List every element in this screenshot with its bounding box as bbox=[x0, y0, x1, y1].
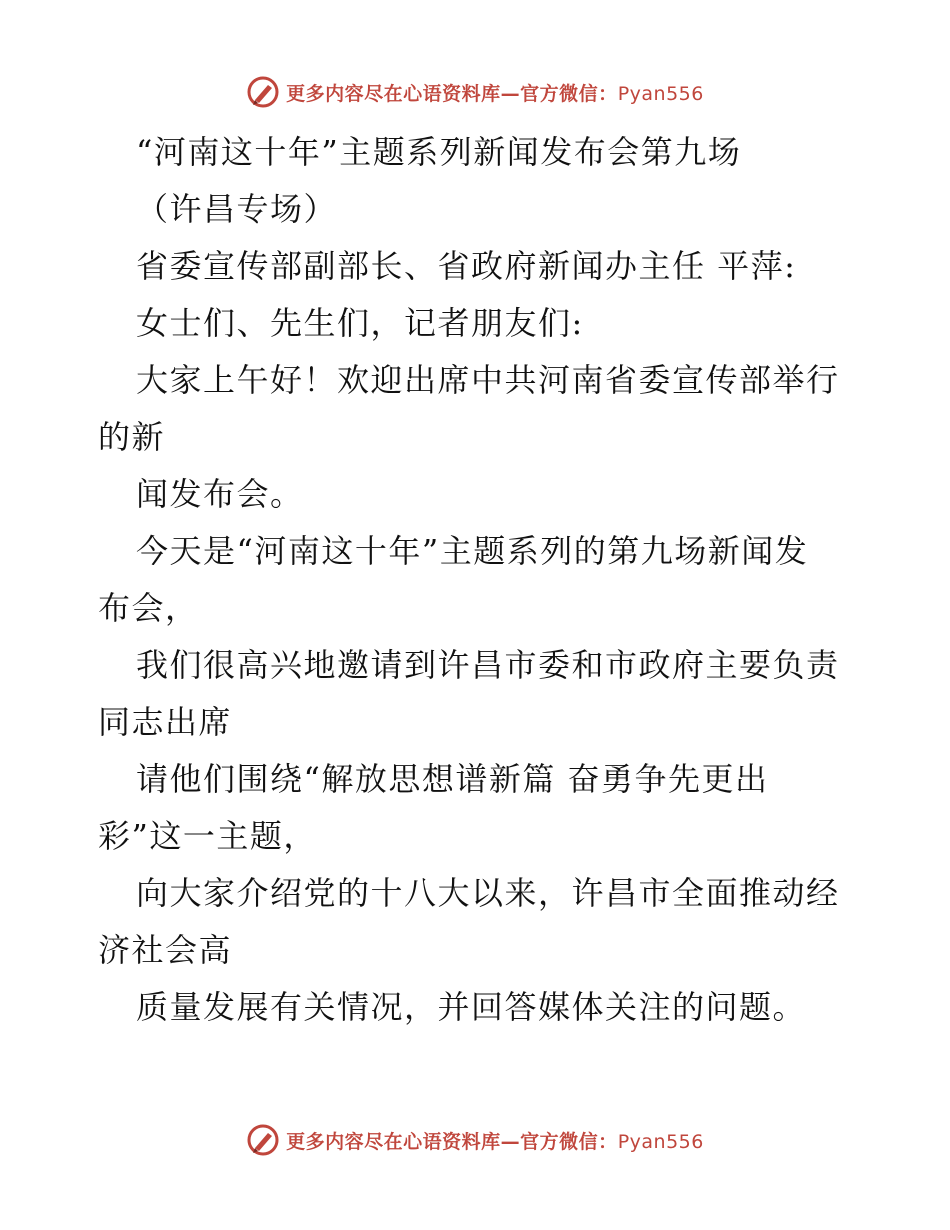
paragraph-line: 同志出席 bbox=[98, 703, 233, 741]
document-body bbox=[98, 124, 858, 1036]
paragraph-line: 大家上午好！欢迎出席中共河南省委宣传部举行 bbox=[136, 361, 840, 399]
paragraph-line: 我们很高兴地邀请到许昌市委和市政府主要负责 bbox=[136, 646, 840, 684]
banner-wechat-label: 官方微信： bbox=[520, 1130, 618, 1153]
banner-text bbox=[286, 1127, 704, 1154]
banner-site: 更多内容尽在心语资料库 bbox=[286, 82, 501, 105]
banner-wechat-label: 官方微信： bbox=[520, 82, 618, 105]
speaker-line: 省委宣传部副部长、省政府新闻办主任 平萍: bbox=[136, 247, 797, 285]
paragraph-line: 彩”这一主题， bbox=[98, 817, 317, 855]
title-line: “河南这十年”主题系列新闻发布会第九场 bbox=[136, 133, 742, 171]
banner-wechat-id: Pyan556 bbox=[617, 82, 704, 105]
paragraph-line: 布会， bbox=[98, 589, 199, 627]
banner-dash: — bbox=[500, 82, 521, 105]
paragraph-line: 请他们围绕“解放思想谱新篇 奋勇争先更出 bbox=[136, 760, 769, 798]
pen-logo-icon bbox=[246, 1123, 280, 1157]
paragraph-line: 质量发展有关情况，并回答媒体关注的问题。 bbox=[136, 988, 807, 1026]
banner-site: 更多内容尽在心语资料库 bbox=[286, 1130, 501, 1153]
header-banner bbox=[0, 70, 950, 114]
paragraph-line: 济社会高 bbox=[98, 931, 233, 969]
pen-logo-icon bbox=[246, 75, 280, 109]
paragraph-line: 的新 bbox=[98, 418, 166, 456]
banner-text bbox=[286, 79, 704, 106]
banner-dash: — bbox=[500, 1130, 521, 1153]
footer-banner bbox=[0, 1118, 950, 1162]
paragraph-line: 向大家介绍党的十八大以来，许昌市全面推动经 bbox=[136, 874, 840, 912]
paragraph-line: 闻发布会。 bbox=[136, 475, 304, 513]
subtitle-line: （许昌专场） bbox=[136, 190, 338, 228]
paragraph-line: 今天是“河南这十年”主题系列的第九场新闻发 bbox=[136, 532, 809, 570]
banner-wechat-id: Pyan556 bbox=[617, 1130, 704, 1153]
greeting-line: 女士们、先生们，记者朋友们: bbox=[136, 304, 584, 342]
